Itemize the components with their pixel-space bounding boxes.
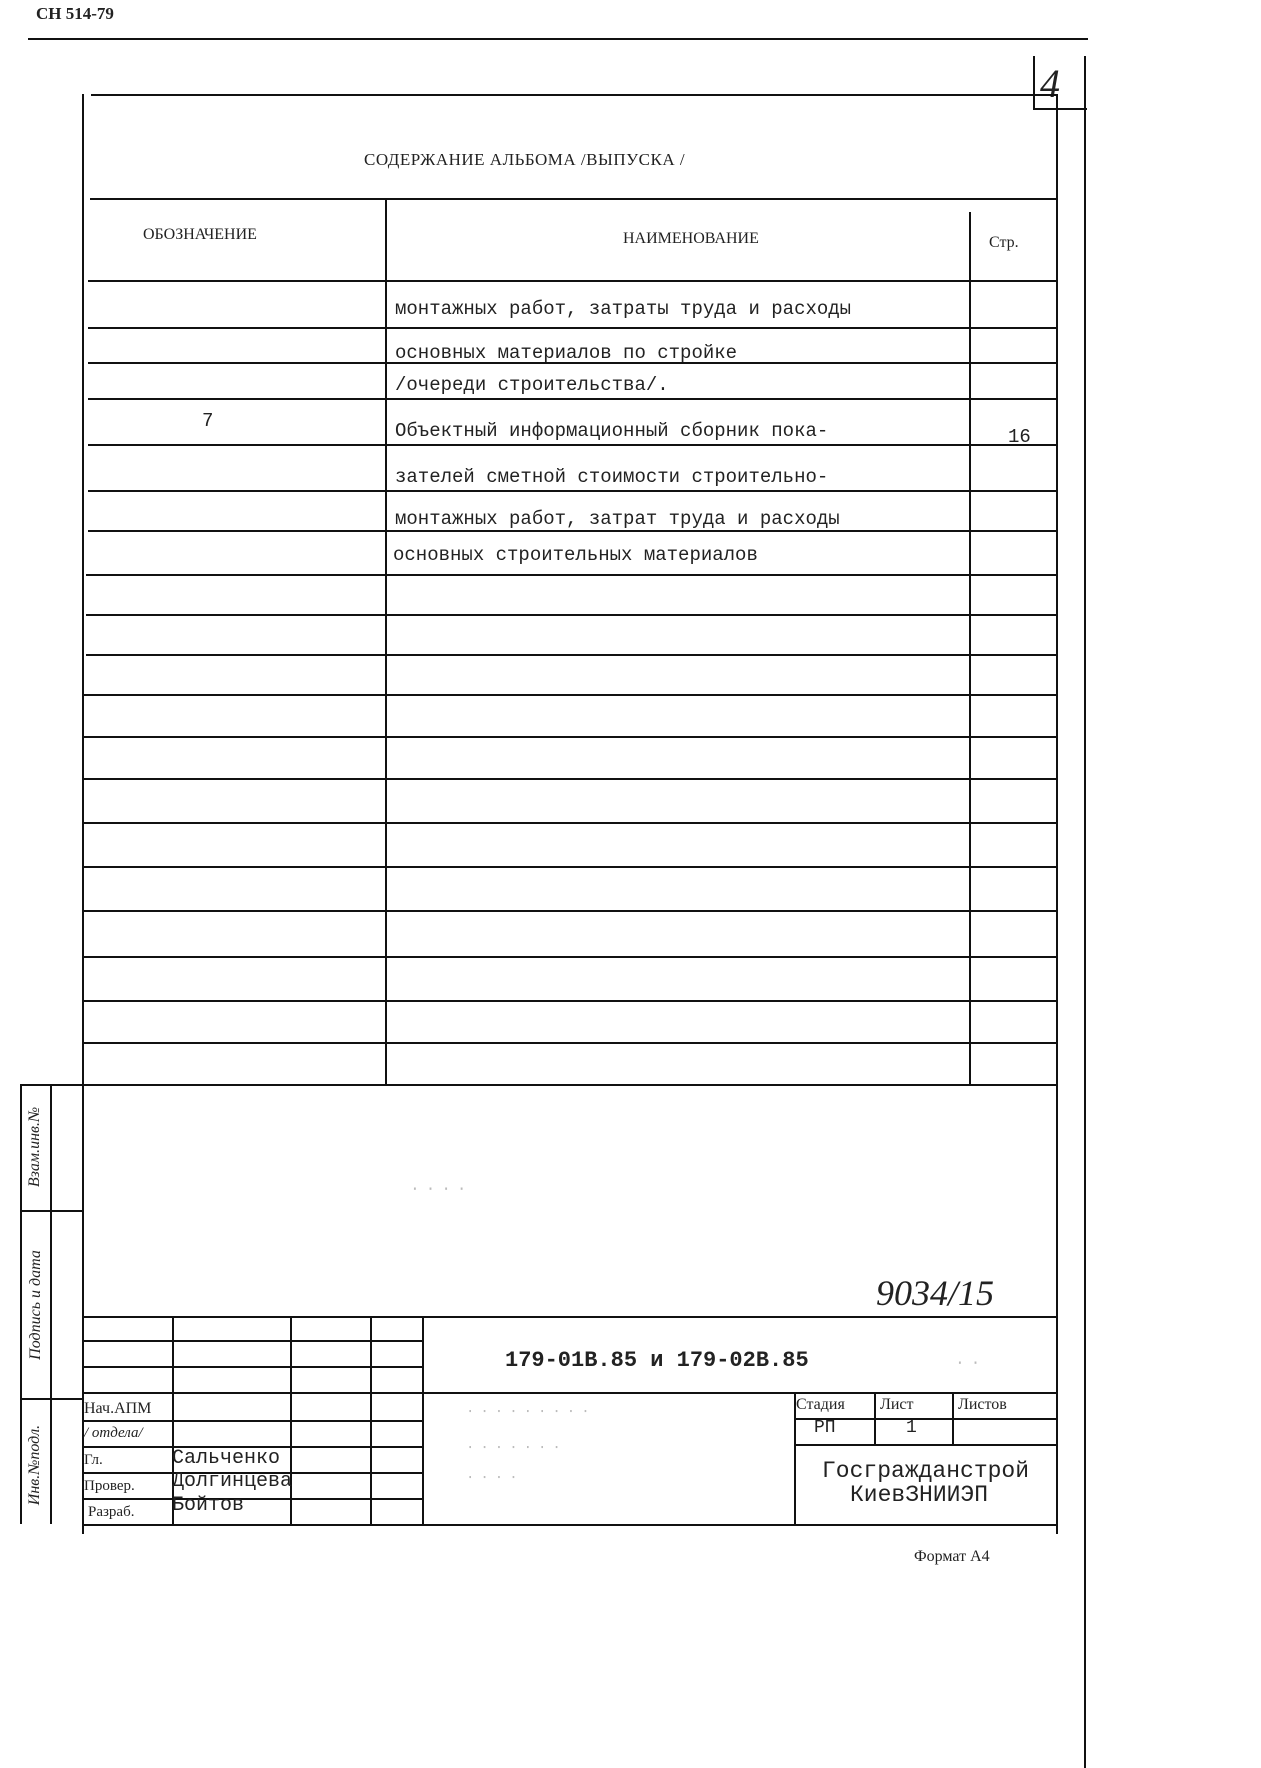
table-bottom <box>20 1084 1056 1086</box>
frame-left <box>82 94 84 1534</box>
faint-smudge: ∙∙ <box>955 1354 987 1372</box>
row-line <box>82 1000 1056 1002</box>
side-label-podpis: Подпись и дата <box>27 1250 44 1360</box>
sheet-value: 1 <box>906 1418 917 1438</box>
row-line <box>84 956 1056 958</box>
col-divider-1 <box>385 198 387 1084</box>
table-row-name: основных материалов по стройке <box>395 342 738 364</box>
col-header-designation: ОБОЗНАЧЕНИЕ <box>143 226 257 243</box>
table-row-name: зателей сметной стоимости строительно- <box>395 466 829 488</box>
org-name: Госгражданстрой <box>822 1458 1030 1484</box>
frame-top <box>91 94 1056 96</box>
stamp-role: Нач.АПМ <box>84 1400 152 1417</box>
stamp-line <box>82 1392 1056 1394</box>
table-row-page: 16 <box>1008 426 1031 448</box>
table-header-bottom <box>88 280 1056 282</box>
table-row-designation: 7 <box>202 410 214 432</box>
table-row-name: монтажных работ, затрат труда и расходы <box>395 508 840 530</box>
side-label-vzam: Взам.инв.№ <box>26 1106 43 1188</box>
table-row-name: монтажных работ, затраты труда и расходы <box>395 298 852 320</box>
row-line <box>88 398 1056 400</box>
row-line <box>82 1042 1056 1044</box>
page-box-left <box>1033 56 1035 110</box>
project-code: 179-01В.85 и 179-02В.85 <box>505 1348 809 1373</box>
faint-smudge: ∙∙∙∙ <box>466 1470 524 1486</box>
stamp-person-name: Бойтов <box>172 1494 245 1517</box>
stamp-person-name: Долгинцева <box>172 1470 293 1493</box>
table-row-name: основных строительных материалов <box>393 544 758 566</box>
sheets-label: Листов <box>958 1396 1007 1413</box>
row-line <box>86 574 1056 576</box>
table-row-name: /очереди строительства/. <box>395 374 669 396</box>
row-line <box>84 694 1056 696</box>
sheet-label: Лист <box>880 1396 914 1413</box>
stamp-role: Гл. <box>84 1452 103 1468</box>
stamp-line <box>794 1444 1056 1446</box>
col-divider-2 <box>969 212 971 1084</box>
page-title: СОДЕРЖАНИЕ АЛЬБОМА /ВЫПУСКА / <box>364 150 686 169</box>
top-rule <box>28 38 1088 40</box>
org-name: КиевЗНИИЭП <box>850 1482 989 1508</box>
row-line <box>84 822 1056 824</box>
stamp-bottom <box>82 1524 1056 1526</box>
row-line <box>86 614 1056 616</box>
stamp-col <box>370 1316 372 1524</box>
stage-value: РП <box>814 1418 836 1438</box>
row-line <box>84 910 1056 912</box>
stamp-top <box>82 1316 1056 1318</box>
stamp-role: / отдела/ <box>84 1425 143 1441</box>
stage-label: Стадия <box>796 1396 845 1413</box>
row-line <box>88 530 1056 532</box>
stamp-role: Разраб. <box>88 1504 135 1520</box>
row-line <box>84 736 1056 738</box>
row-line <box>86 654 1056 656</box>
faint-smudge: ∙∙∙∙∙∙∙ <box>466 1440 567 1456</box>
col-header-name: НАИМЕНОВАНИЕ <box>623 230 759 247</box>
table-row-name: Объектный информационный сборник пока- <box>395 420 829 442</box>
handwritten-number: 9034/15 <box>876 1273 995 1313</box>
side-strip-left <box>20 1084 22 1524</box>
page-number: 4 <box>1040 61 1060 106</box>
page-edge <box>1084 56 1086 1768</box>
faint-smudge: ∙∙∙∙∙∙∙∙∙ <box>466 1404 596 1420</box>
faint-smudge: ∙∙∙∙ <box>410 1180 473 1198</box>
frame-right <box>1056 94 1058 1534</box>
side-strip-right <box>50 1084 52 1524</box>
doc-code: СН 514-79 <box>36 4 114 23</box>
row-line <box>88 327 1056 329</box>
page-box-bottom <box>1033 108 1087 110</box>
col-header-page: Стр. <box>989 234 1019 251</box>
stamp-role: Провер. <box>84 1478 135 1494</box>
row-line <box>84 778 1056 780</box>
stamp-col <box>422 1316 424 1524</box>
stamp-person-name: Сальченко <box>172 1447 281 1470</box>
row-line <box>88 444 1056 446</box>
format-label: Формат А4 <box>914 1548 990 1565</box>
side-label-inv: Инв.№подл. <box>26 1424 43 1506</box>
row-line <box>84 866 1056 868</box>
table-header-top <box>90 198 1056 200</box>
row-line <box>88 490 1056 492</box>
